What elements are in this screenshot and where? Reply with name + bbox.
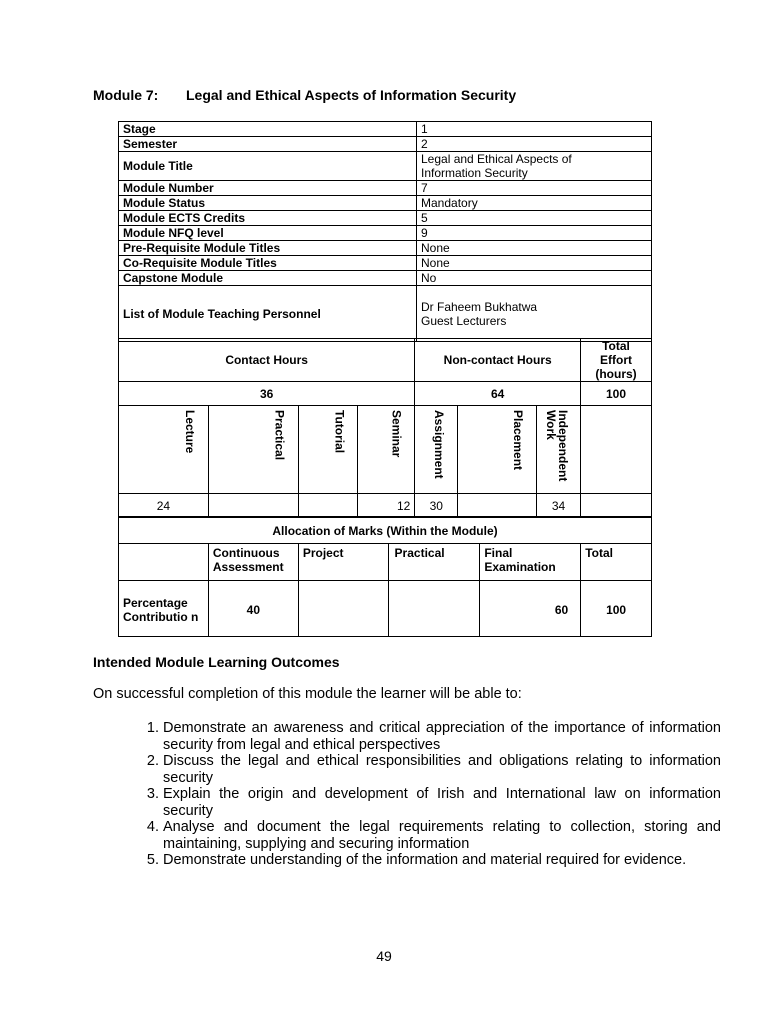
noncontact-hours-total: 64 (415, 382, 581, 406)
info-key: Semester (119, 137, 417, 152)
marks-header: Final Examination (480, 544, 581, 581)
info-row (119, 286, 652, 342)
hours-category: Practical (208, 406, 298, 494)
outcome-item: 3. Explain the origin and development of Irish and International law on information security (163, 786, 721, 819)
marks-value: 60 (480, 581, 581, 637)
outcome-item: 5. Demonstrate understanding of the information and material required for evidence. (163, 852, 721, 869)
outcome-item: 1. Demonstrate an awareness and critical appreciation of the importance of information security from legal and ethical perspectives (163, 720, 721, 753)
info-key: Module Title (119, 152, 417, 181)
info-row (119, 196, 652, 211)
marks-header: Continuous Assessment (208, 544, 298, 581)
info-row (119, 122, 652, 137)
hours-table (118, 338, 652, 518)
hours-value (208, 494, 298, 518)
info-row (119, 226, 652, 241)
info-value: 7 (417, 181, 652, 196)
page-number: 49 (376, 948, 392, 964)
outcome-item: 4. Analyse and document the legal requirements relating to collection, storing and maintaining, supplying and securing information (163, 819, 721, 852)
marks-title: Allocation of Marks (Within the Module) (119, 517, 652, 544)
hours-category: Independent Work (537, 406, 581, 494)
hours-category: Assignment (415, 406, 458, 494)
info-row (119, 271, 652, 286)
info-value: Mandatory (417, 196, 652, 211)
total-effort-label: Total Effort (hours) (581, 339, 652, 382)
info-key: Module Number (119, 181, 417, 196)
info-key: Co-Requisite Module Titles (119, 256, 417, 271)
teaching-personnel-1: Dr Faheem Bukhatwa (421, 299, 538, 314)
info-row (119, 137, 652, 152)
info-key: Capstone Module (119, 271, 417, 286)
info-key: List of Module Teaching Personnel (119, 286, 417, 342)
hours-category: Lecture (119, 406, 209, 494)
info-value: 9 (417, 226, 652, 241)
info-value: 1 (417, 122, 652, 137)
hours-category: Seminar (358, 406, 415, 494)
marks-table (118, 516, 652, 637)
module-heading (93, 87, 516, 103)
module-number: Module 7: (93, 87, 159, 103)
outcomes-title: Intended Module Learning Outcomes (93, 654, 340, 670)
marks-value: 40 (208, 581, 298, 637)
hours-category: Placement (458, 406, 537, 494)
hours-value (581, 494, 652, 518)
hours-value (458, 494, 537, 518)
marks-header: Practical (388, 544, 480, 581)
info-key: Module ECTS Credits (119, 211, 417, 226)
info-value: Legal and Ethical Aspects of Information Security (417, 152, 652, 181)
info-key: Module Status (119, 196, 417, 211)
info-row (119, 241, 652, 256)
info-value (417, 286, 652, 342)
info-value: 5 (417, 211, 652, 226)
info-row (119, 211, 652, 226)
contact-hours-total: 36 (119, 382, 415, 406)
info-value: No (417, 271, 652, 286)
marks-value: 100 (581, 581, 652, 637)
marks-header: Project (298, 544, 388, 581)
hours-value: 12 (358, 494, 415, 518)
teaching-personnel-2: Guest Lecturers (421, 313, 507, 328)
outcomes-intro: On successful completion of this module the learner will be able to: (93, 686, 522, 702)
hours-value: 34 (537, 494, 581, 518)
info-value: None (417, 241, 652, 256)
total-effort-value: 100 (581, 382, 652, 406)
marks-header: Total (581, 544, 652, 581)
module-info-table (118, 121, 652, 342)
contact-hours-label: Contact Hours (119, 339, 415, 382)
hours-value: 30 (415, 494, 458, 518)
marks-value (298, 581, 388, 637)
hours-empty-cell (581, 406, 652, 494)
marks-value (388, 581, 480, 637)
info-row (119, 181, 652, 196)
hours-value (298, 494, 358, 518)
marks-row-label: Percentage Contributio n (119, 581, 209, 637)
outcome-item: 2. Discuss the legal and ethical responsibilities and obligations relating to information security (163, 753, 721, 786)
info-row (119, 152, 652, 181)
hours-category: Tutorial (298, 406, 358, 494)
hours-value: 24 (119, 494, 209, 518)
info-row (119, 256, 652, 271)
outcomes-list (118, 720, 721, 869)
info-key: Module NFQ level (119, 226, 417, 241)
info-key: Stage (119, 122, 417, 137)
info-key: Pre-Requisite Module Titles (119, 241, 417, 256)
info-value: 2 (417, 137, 652, 152)
module-name: Legal and Ethical Aspects of Information Security (186, 87, 517, 103)
marks-header-empty (119, 544, 209, 581)
info-value: None (417, 256, 652, 271)
noncontact-hours-label: Non-contact Hours (415, 339, 581, 382)
